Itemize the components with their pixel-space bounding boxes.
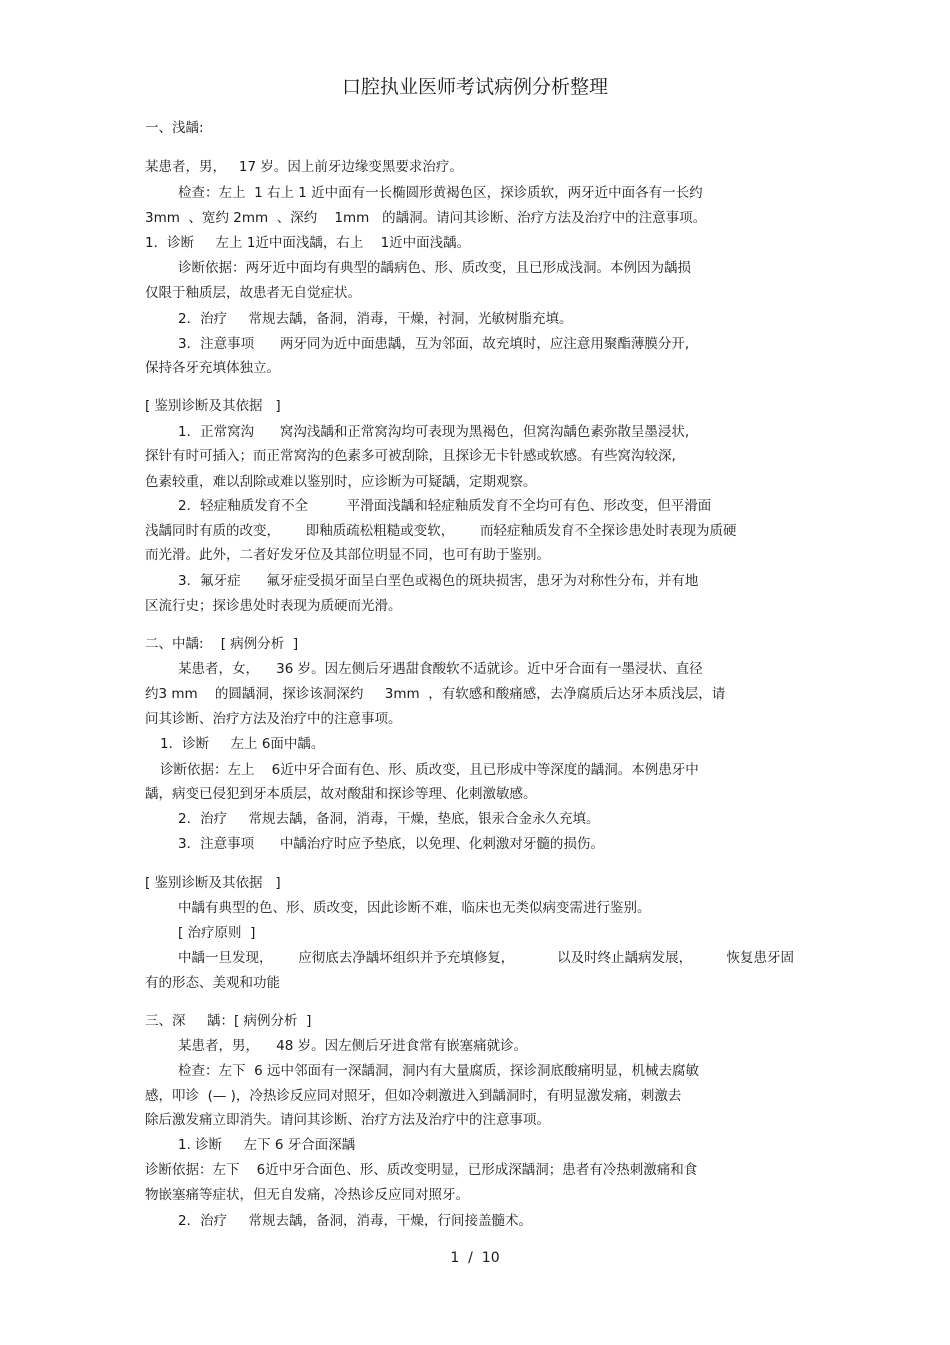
subsection-heading: [ 治疗原则 ] [178,925,256,941]
paragraph-line: 1．诊断 左上 1近中面浅龋，右上 1近中面浅龋。 [145,235,471,251]
paragraph-line: 3．注意事项 中龋治疗时应予垫底，以免理、化刺激对牙髓的损伤。 [178,836,604,852]
paragraph-line: 2．治疗 常规去龋，备洞，消毒，干燥，垫底，银汞合金永久充填。 [178,811,600,827]
section-heading: 一、浅龋: [145,120,204,136]
paragraph-line: 仅限于釉质层，故患者无自觉症状。 [145,285,361,301]
paragraph-line: 中龋一旦发现， 应彻底去净龋坏组织并予充填修复， 以及时终止龋病发展， 恢复患牙固 [178,950,794,966]
paragraph-line: 诊断依据：左下 6近中牙合面色、形、质改变明显，已形成深龋洞；患者有冷热刺激痛和食 [145,1162,698,1178]
paragraph-line: 约3 mm 的圆龋洞，探诊该洞深约 3mm ，有软感和酸痛感，去净腐质后达牙本质浅层，请 [145,686,726,702]
subsection-heading: [ 鉴别诊断及其依据 ] [145,875,281,891]
paragraph-line: 1．正常窝沟 窝沟浅龋和正常窝沟均可表现为黑褐色，但窝沟龋色素弥散呈墨浸状, [178,424,690,440]
paragraph-line: 除后激发痛立即消失。请问其诊断、治疗方法及治疗中的注意事项。 [145,1112,550,1128]
subsection-heading: [ 鉴别诊断及其依据 ] [145,398,281,414]
paragraph-line: 3mm 、宽约 2mm 、深约 1mm 的龋洞。请问其诊断、治疗方法及治疗中的注意事项。 [145,210,707,226]
page-number: 1 / 10 [450,1250,500,1266]
paragraph-line: 有的形态、美观和功能 [145,975,280,991]
section-heading: 三、深 龋：[ 病例分析 ] [145,1013,312,1029]
paragraph-line: 龋，病变已侵犯到牙本质层，故对酸甜和探诊等理、化刺激敏感。 [145,786,537,802]
paragraph-line: 物嵌塞痛等症状，但无自发痛，冷热诊反应同对照牙。 [145,1187,469,1203]
paragraph-line: 2．治疗 常规去龋，备洞，消毒，干燥，行间接盖髓术。 [178,1213,533,1229]
paragraph-line: 某患者，男， 17 岁。因上前牙边缘变黑要求治疗。 [145,159,463,175]
paragraph-line: 1. 诊断 左下 6 牙合面深龋 [178,1137,356,1153]
paragraph-line: 诊断依据：左上 6近中牙合面有色、形、质改变，且已形成中等深度的龋洞。本例患牙中 [160,762,699,778]
paragraph-line: 色素较重，难以刮除或难以鉴别时，应诊断为可疑龋，定期观察。 [145,474,537,490]
paragraph-line: 中龋有典型的色、形、质改变，因此诊断不难，临床也无类似病变需进行鉴别。 [178,900,651,916]
paragraph-line: 检查：左上 1 右上 1 近中面有一长椭圆形黄褐色区，探诊质软，两牙近中面各有一长约 [178,185,703,201]
section-heading: 二、中龋: [ 病例分析 ] [145,636,299,652]
document-title: 口腔执业医师考试病例分析整理 [341,76,608,98]
paragraph-line: 诊断依据：两牙近中面均有典型的龋病色、形、质改变，且已形成浅洞。本例因为龋损 [178,260,691,276]
paragraph-line: 3．注意事项 两牙同为近中面患龋，互为邻面，故充填时，应注意用聚酯薄膜分开, [178,336,690,352]
paragraph-line: 而光滑。此外，二者好发牙位及其部位明显不同，也可有助于鉴别。 [145,547,550,563]
paragraph-line: 感，叩诊 (— )，冷热诊反应同对照牙，但如冷刺激进入到龋洞时，有明显激发痛，刺激去 [145,1088,682,1104]
paragraph-line: 某患者，女， 36 岁。因左侧后牙遇甜食酸软不适就诊。近中牙合面有一墨浸状、直径 [178,661,703,677]
paragraph-line: 浅龋同时有质的改变， 即釉质疏松粗糙或变软， 而轻症釉质发育不全探诊患处时表现为质硬 [145,523,737,539]
paragraph-line: 1．诊断 左上 6面中龋。 [160,736,325,752]
paragraph-line: 2．轻症釉质发育不全 平滑面浅龋和轻症釉质发育不全均可有色、形改变，但平滑面 [178,498,712,514]
paragraph-line: 某患者，男， 48 岁。因左侧后牙进食常有嵌塞痛就诊。 [178,1038,528,1054]
paragraph-line: 问其诊断、治疗方法及治疗中的注意事项。 [145,711,402,727]
paragraph-line: 检查：左下 6 远中邻面有一深龋洞，洞内有大量腐质，探诊洞底酸痛明显，机械去腐敏 [178,1063,699,1079]
paragraph-line: 区流行史；探诊患处时表现为质硬而光滑。 [145,598,402,614]
paragraph-line: 保持各牙充填体独立。 [145,360,280,376]
paragraph-line: 3．氟牙症 氟牙症受损牙面呈白垩色或褐色的斑块损害，患牙为对称性分布，并有地 [178,573,699,589]
paragraph-line: 2．治疗 常规去龋，备洞，消毒，干燥，衬洞，光敏树脂充填。 [178,311,573,327]
paragraph-line: 探针有时可插入；而正常窝沟的色素多可被刮除，且探诊无卡针感或软感。有些窝沟较深, [145,448,676,464]
